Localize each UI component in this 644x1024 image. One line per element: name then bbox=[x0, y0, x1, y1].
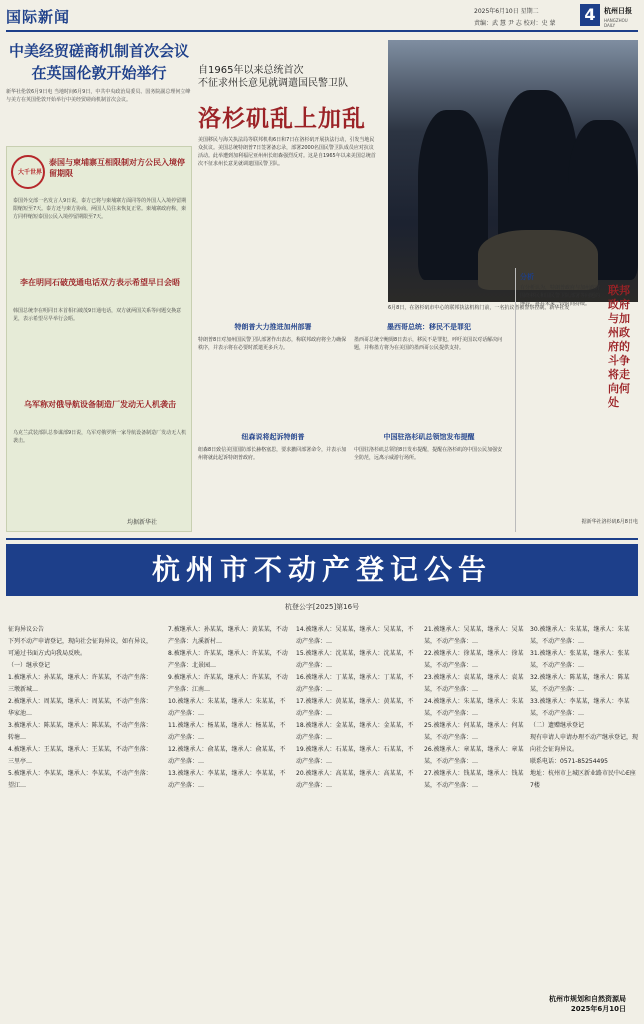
paper-name-en: HANGZHOU DAILY bbox=[604, 18, 628, 28]
notice-banner: 杭州市不动产登记公告 bbox=[6, 544, 638, 596]
section-title: 国际新闻 bbox=[6, 8, 71, 26]
lead-byline: 新华社伦敦6月9日电 当地时间6月9日，中共中央政治局委员、国务院副总理何立峰与美方在英国伦敦开始举行中美经贸磋商机制首次会议。 bbox=[6, 89, 191, 103]
page-number: 4 bbox=[580, 4, 600, 26]
feature-section-head: 特朗普大力推进加州部署 bbox=[234, 323, 312, 331]
paper-name: 杭州日报 bbox=[604, 7, 632, 15]
analysis-box bbox=[515, 268, 638, 532]
feature-section-text: 纽森8日致信美国国防部长赫格塞思，要求撤回部署命令，并表示加州将就此起诉特朗普政府。 bbox=[198, 447, 347, 461]
notice-column: 7.被继承人：孙某某，继承人：黄某某，不动产坐落：九溪新村… 8.被继承人：许某某，继承人：许某某，不动产坐落：北景园… 9.被继承人：许某某，继承人：许某某，不动产坐落：江南… 10.被继承人：朱某某，继承人：朱某某，不动产坐落：… 11.被继承人：杨某某，继承人：杨某某，不动产坐落：… 12.被继承人：俞某某，继承人：俞某某，不动产坐落：… 13.被继承人：李某某，继承人：李某某，不动产坐落：… bbox=[168, 626, 288, 789]
brief-text: 乌克兰武装部队总参谋部9日说，乌军对俄罗斯一家导航设备制造厂发动无人机袭击。 bbox=[13, 430, 187, 444]
brief-title: 泰国与柬埔寨互相限制对方公民入境停留期限 bbox=[49, 158, 185, 178]
notice-column: 14.被继承人：吴某某，继承人：吴某某，不动产坐落：… 15.被继承人：沈某某，继承人：沈某某，不动产坐落：… 16.被继承人：丁某某，继承人：丁某某，不动产坐落：… 17.被继承人：黄某某，继承人：黄某某，不动产坐落：… 18.被继承人：金某某，继承人：金某某，不动产坐落：… 19.被继承人：石某某，继承人：石某某，不动产坐落：… 20.被继承人：高某某，继承人：高某某，不动产坐落：… bbox=[296, 626, 414, 789]
news-brief-panel bbox=[6, 146, 192, 532]
column-logo-text: 大千世界 bbox=[17, 169, 42, 176]
brief-title: 李在明同石破茂通电话双方表示希望早日会晤 bbox=[20, 278, 180, 287]
feature-section-text: 特朗普8日对加州国民警卫队部署作出表态，称联邦政府将全力确保秩序，并表示将在必要时派遣更多兵力。 bbox=[198, 337, 347, 351]
analysis-title: 联邦政府与加州政府的斗争将走向何处 bbox=[608, 284, 630, 409]
lead-title: 中美经贸磋商机制首次会议 在英国伦敦开始举行 bbox=[8, 42, 189, 82]
feature-section-text: 中国驻洛杉矶总领馆8日发布提醒，提醒在洛杉矶的中国公民加强安全防范，远离示威游行场所。 bbox=[354, 447, 503, 461]
brief-text: 韩国总统李在明同日本首相石破茂9日通电话，双方就两国关系等问题交换意见，表示希望尽早举行会晤。 bbox=[13, 308, 182, 322]
feature-section-head: 中国驻洛杉矶总领馆发布提醒 bbox=[383, 433, 475, 441]
feature-section-text: 墨西哥总统辛鲍姆8日表示，移民不是罪犯，呼吁美国以对话解决问题，并称墨方将为在美国的墨西哥公民提供支持。 bbox=[354, 337, 503, 351]
column-logo bbox=[11, 155, 45, 189]
news-photo bbox=[388, 40, 638, 302]
notice-column: 21.被继承人：吴某某，继承人：吴某某，不动产坐落：… 22.被继承人：徐某某，继承人：徐某某，不动产坐落：… 23.被继承人：袁某某，继承人：袁某某，不动产坐落：… 24.被继承人：朱某某，继承人：朱某某，不动产坐落：… 25.被继承人：何某某，继承人：何某某，不动产坐落：… 26.被继承人：章某某，继承人：章某某，不动产坐落：… 27.被继承人：钱某某，继承人：钱某某，不动产坐落：… bbox=[424, 626, 524, 789]
masthead-rule bbox=[6, 30, 638, 32]
analysis-label: 分析 bbox=[520, 273, 534, 281]
notice-rule bbox=[6, 538, 638, 540]
notice-number: 杭登公字[2025]第16号 bbox=[284, 603, 360, 611]
feature-section-head: 纽森说将起诉特朗普 bbox=[241, 433, 305, 441]
brief-credit: 均据新华社 bbox=[127, 519, 158, 526]
brief-text: 泰国外交部一名发言人9日说，泰方已将与柬埔寨方面同等的外国人入境停留期限缩短至7天。泰方还与柬方协商，两国人员往来恢复正常。柬埔寨政府称，柬方同样缩短泰国公民入境停留期限至7天。 bbox=[13, 198, 187, 220]
feature-kicker: 自1965年以来总统首次 不征求州长意见就调遣国民警卫队 bbox=[198, 65, 348, 89]
analysis-credit: 据新华社洛杉矶6月8日电 bbox=[581, 519, 638, 525]
feature-intro: 美国移民与海关执法局等联邦机构6日和7日在洛杉矶开展执法行动，引发当地民众抗议。美国总统特朗普7日签署备忘录，部署2000名国民警卫队成员应对抗议活动。此举遭到加利福尼亚州州长纽森强烈反对。这是自1965年以来美国总统首次不征求州长意见就调遣国民警卫队。 bbox=[198, 137, 376, 167]
feature-headline: 洛杉矶乱上加乱 bbox=[198, 106, 366, 132]
photo-caption: 6月8日，在洛杉矶市中心的联邦执法机构门前，一名抗议者被警察控制。新华社发 bbox=[388, 305, 570, 311]
notice-signature: 杭州市规划和自然资源局 2025年6月10日 bbox=[549, 995, 626, 1013]
notice-column: 征询异议公告 下列不动产申请登记，现向社会征询异议，如有异议，可通过书面方式向我局反映。 （一）继承登记 1.被继承人：孙某某，继承人：许某某，不动产坐落：三墩新城… 2.被继承人：周某某，继承人：周某某，不动产坐落：华家池… 3.被继承人：陈某某，继承人：陈某某，不动产坐落：转塘… 4.被继承人：王某某，继承人：王某某，不动产坐落：三里亭… 5.被继承人：李某某，继承人：李某某，不动产坐落：望江… bbox=[8, 626, 153, 789]
analysis-text: 有分析认为，特朗普政府与加州政府围绕移民和国民警卫队部署等问题的博弈，将在未来一段时间持续。 bbox=[520, 285, 601, 307]
feature-section-head: 墨西哥总统：移民不是罪犯 bbox=[387, 323, 471, 331]
issue-date: 2025年6月10日 星期二 bbox=[474, 8, 539, 15]
brief-title: 乌军称对俄导航设备制造厂发动无人机袭击 bbox=[24, 400, 176, 409]
notice-column: 30.被继承人：朱某某，继承人：朱某某，不动产坐落：… 31.被继承人：张某某，继承人：张某某，不动产坐落：… 32.被继承人：陈某某，继承人：陈某某，不动产坐落：… 33.被继承人：李某某，继承人：李某某，不动产坐落：… （二）遗赠继承登记 现有申请人申请办理不动产继承登记，现向社会征询异议。 联系电话：0571-85254495 地址：杭州市上城区新业路市民中心E座7楼 bbox=[530, 626, 639, 789]
editor-credits: 责编：武 慧 尹 志 校对：史 蒙 bbox=[474, 20, 556, 27]
